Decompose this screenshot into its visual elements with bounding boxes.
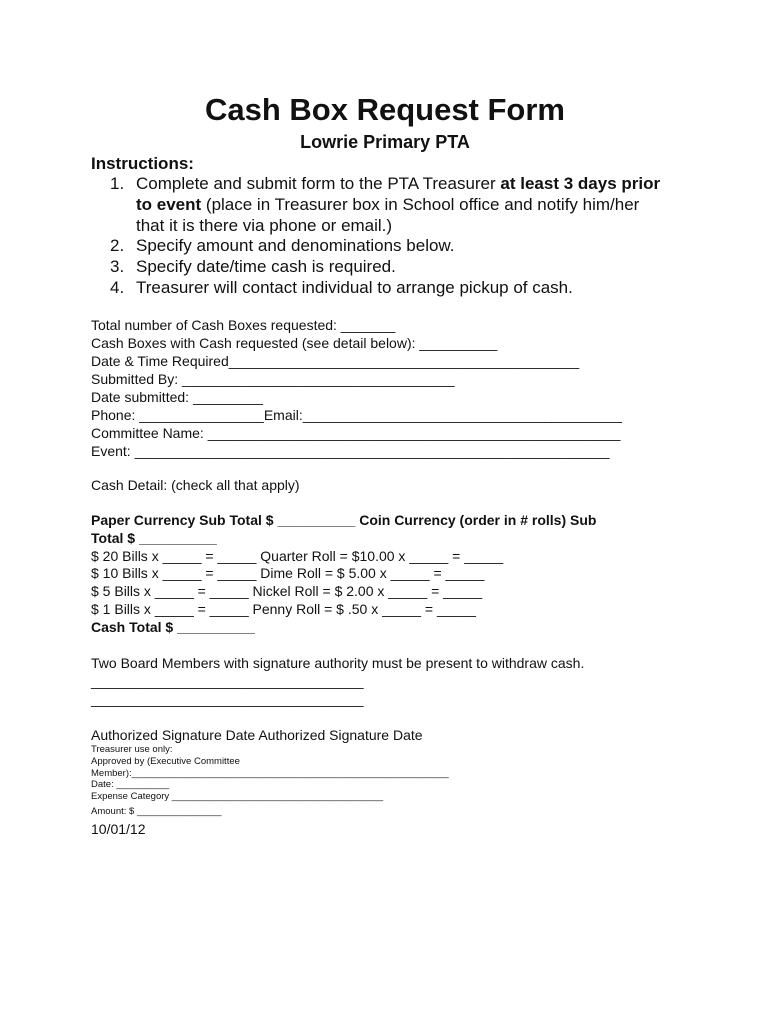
date-submitted-field[interactable]: Date submitted: _________ (91, 389, 264, 405)
instruction-item (110, 257, 670, 278)
instruction-text-part: (place in Treasurer box in School office and notify him/her that it is there via phone or email.) (136, 194, 640, 235)
denomination-row[interactable]: $ 5 Bills x _____ = _____ Nickel Roll = $ 2.00 x _____ = _____ (91, 583, 483, 600)
organization-name: Lowrie Primary PTA (300, 132, 470, 152)
denomination-row[interactable]: $ 1 Bills x _____ = _____ Penny Roll = $ .50 x _____ = _____ (91, 600, 476, 617)
approved-by-field[interactable]: Member):____________________________________________________________ (91, 767, 449, 779)
instruction-number: 1. (110, 174, 125, 193)
instruction-text (136, 174, 670, 236)
instructions-heading: Instructions: (91, 154, 194, 173)
form-title: Cash Box Request Form (204, 92, 565, 127)
revision-date: 10/01/12 (91, 821, 146, 837)
instruction-text: Specify date/time cash is required. (136, 257, 396, 277)
denomination-row[interactable]: $ 10 Bills x _____ = _____ Dime Roll = $ 5.00 x _____ = _____ (91, 565, 485, 582)
signature-note: Two Board Members with signature authority must be present to withdraw cash. (91, 655, 585, 671)
amount-field[interactable]: Amount: $ ________________ (91, 805, 222, 817)
event-field[interactable]: Event: _____________________________________________________________ (91, 443, 610, 459)
instruction-text: Treasurer will contact individual to arrange pickup of cash. (136, 277, 573, 297)
instruction-text-part: Complete and submit form to the PTA Treasurer (136, 174, 501, 193)
total-boxes-field[interactable]: Total number of Cash Boxes requested: _______ (91, 317, 396, 333)
instruction-number: 3. (110, 257, 125, 277)
committee-name-field[interactable]: Committee Name: _____________________________________________________ (91, 425, 621, 441)
treasurer-heading: Treasurer use only: (91, 744, 173, 755)
cash-total-field[interactable]: Cash Total $ __________ (91, 618, 255, 635)
instruction-text: Specify amount and denominations below. (136, 236, 455, 256)
treasurer-section (91, 744, 651, 818)
submitted-by-field[interactable]: Submitted By: ___________________________________ (91, 371, 455, 387)
approved-by-label: Approved by (Executive Committee (91, 755, 240, 767)
denomination-row[interactable]: $ 20 Bills x _____ = _____ Quarter Roll = $10.00 x _____ = _____ (91, 547, 504, 564)
instruction-item (110, 278, 670, 299)
request-fields (91, 316, 691, 460)
phone-email-field[interactable]: Phone: ________________Email:_________________________________________ (91, 407, 622, 423)
instructions-list (110, 174, 670, 299)
signature-section (91, 654, 711, 708)
instruction-deadline: at least 3 days prior to event (136, 174, 661, 214)
treasurer-date-field[interactable]: Date: __________ (91, 779, 170, 791)
instruction-number: 2. (110, 236, 125, 256)
date-time-field[interactable]: Date & Time Required_____________________________________________ (91, 353, 580, 369)
signature-line[interactable]: ___________________________________ (91, 691, 364, 707)
expense-category-field[interactable]: Expense Category ________________________________________ (91, 791, 384, 803)
subtotal-line[interactable]: Paper Currency Sub Total $ __________ Coin Currency (order in # rolls) Sub (91, 512, 597, 528)
signature-line[interactable]: ___________________________________ (91, 673, 364, 689)
cash-detail-label: Cash Detail: (check all that apply) (91, 477, 300, 493)
instruction-item (110, 174, 670, 236)
signature-labels: Authorized Signature Date Authorized Signature Date (91, 727, 423, 743)
instruction-number: 4. (110, 277, 125, 297)
instruction-item (110, 236, 670, 257)
currency-section (91, 512, 651, 637)
subtotal-line[interactable]: Total $ __________ (91, 529, 217, 546)
cash-boxes-field[interactable]: Cash Boxes with Cash requested (see detail below): __________ (91, 335, 498, 351)
